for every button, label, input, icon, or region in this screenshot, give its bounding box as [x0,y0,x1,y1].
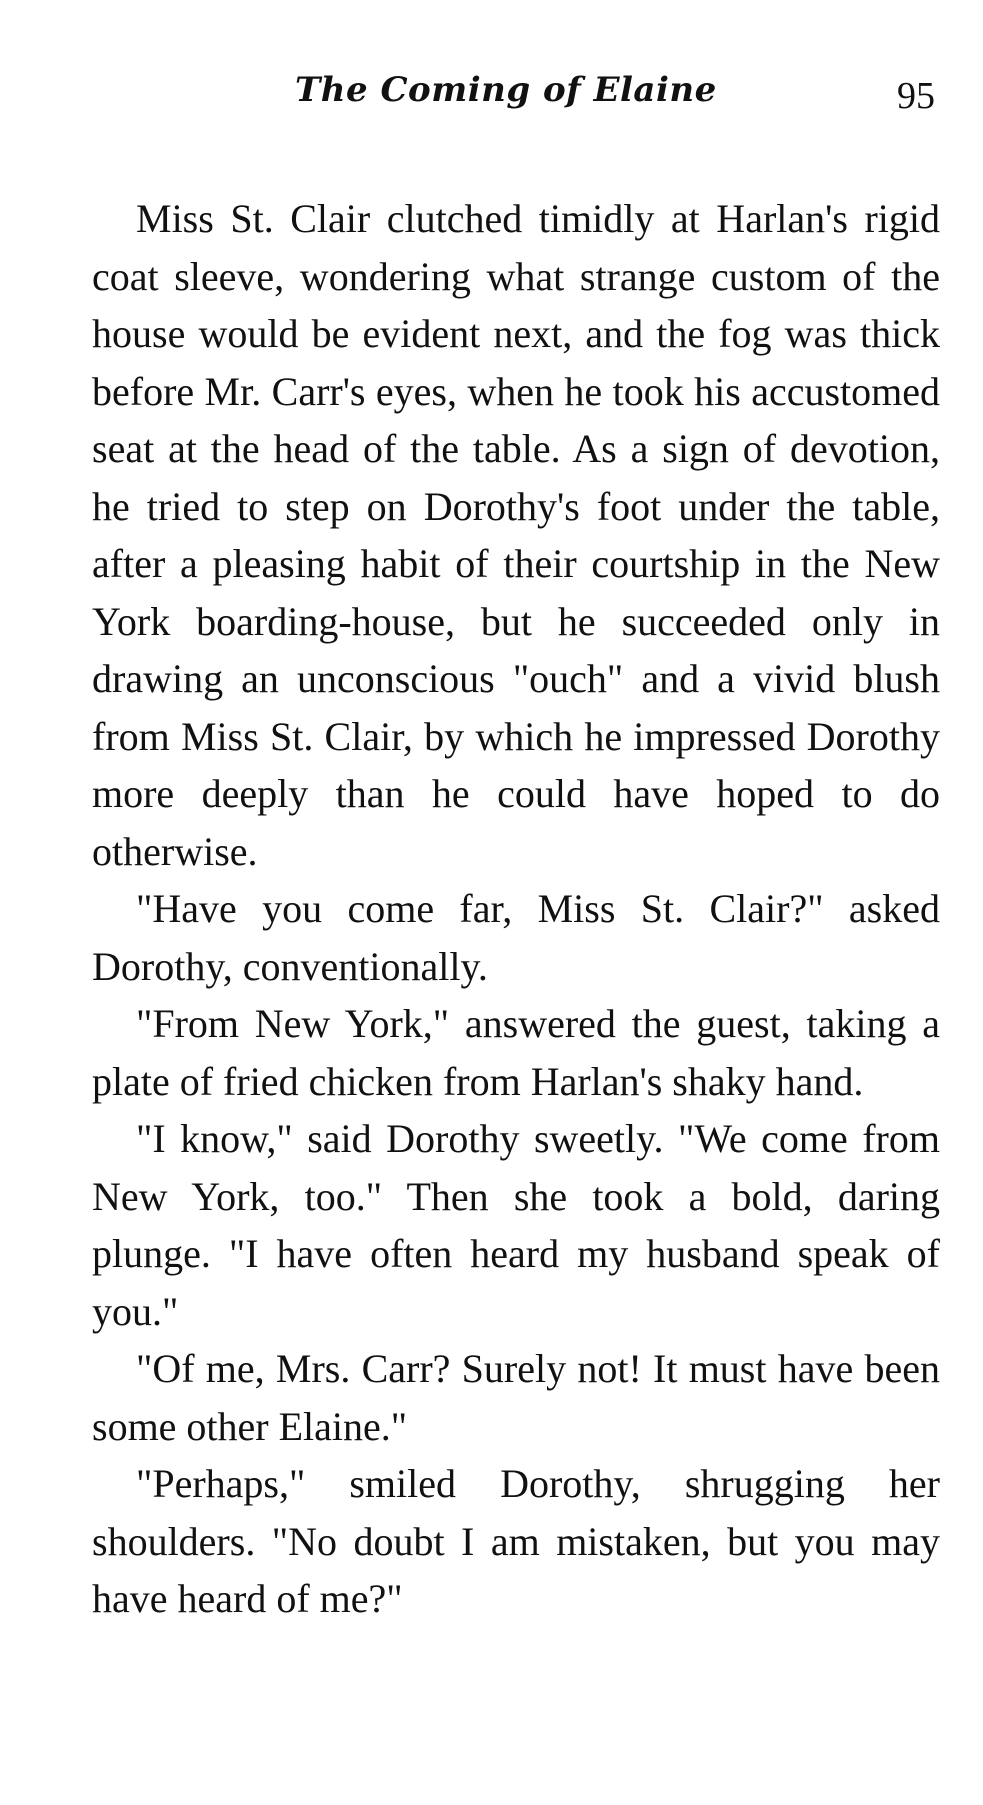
running-title: The Coming of Elaine [295,70,717,110]
page-number: 95 [897,75,935,117]
paragraph: "Perhaps," smiled Dorothy, shrugging her shoulders. "No doubt I am mistaken, but you may have heard of me?" [92,1461,940,1621]
body-text [92,190,940,1628]
paragraph: Miss St. Clair clutched timidly at Harlan's rigid coat sleeve, wondering what strange custom of the house would be evident next, and the fog was thick before Mr. Carr's eyes, when he took his accustomed seat at the head of the table. As a sign of devotion, he tried to step on Dorothy's foot under the table, after a pleasing habit of their courtship in the New York boarding-house, but he succeeded only in drawing an unconscious "ouch" and a vivid blush from Miss St. Clair, by which he impressed Dorothy more deeply than he could have hoped to do otherwise. [92,196,940,874]
running-header [0,70,983,130]
paragraph: "Have you come far, Miss St. Clair?" asked Dorothy, conventionally. [92,886,940,989]
paragraph: "Of me, Mrs. Carr? Surely not! It must have been some other Elaine." [92,1346,940,1449]
paragraph: "I know," said Dorothy sweetly. "We come from New York, too." Then she took a bold, daring plunge. "I have often heard my husband speak of you." [92,1116,940,1334]
paragraph: "From New York," answered the guest, taking a plate of fried chicken from Harlan's shaky hand. [92,1001,940,1104]
